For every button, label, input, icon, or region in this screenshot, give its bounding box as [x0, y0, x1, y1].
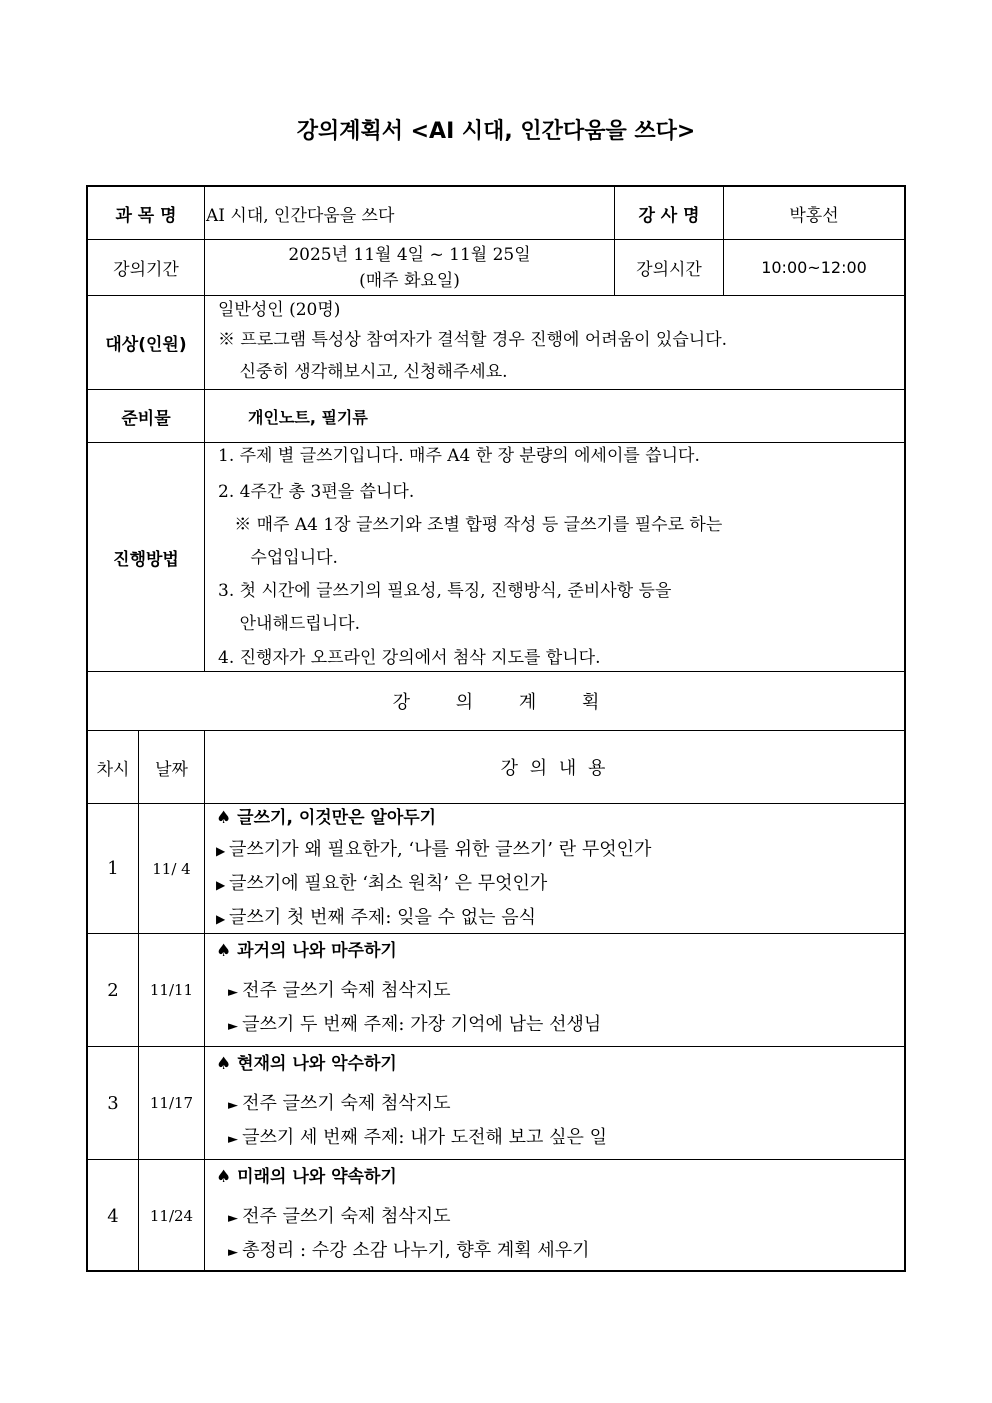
instructor-value: 박홍선 — [789, 205, 839, 226]
period-value — [205, 240, 614, 295]
method-line: 3. 첫 시간에 글쓰기의 필요성, 특징, 진행방식, 준비사항 등을 — [218, 581, 672, 601]
session-number: 3 — [107, 1092, 119, 1114]
session-content — [216, 1047, 896, 1159]
time-value: 10:00~12:00 — [761, 258, 867, 277]
target-line: 일반성인 (20명) — [218, 299, 341, 320]
session-title: 글쓰기, 이것만은 알아두기 — [237, 807, 437, 828]
session-item — [216, 833, 651, 867]
period-label: 강의기간 — [113, 260, 179, 280]
target-line: ※ 프로그램 특성상 참여자가 결석할 경우 진행에 어려움이 있습니다. — [218, 329, 728, 350]
session-title-row — [216, 805, 436, 833]
triangle-bullet-icon: ► — [228, 1211, 243, 1226]
method-line: 2. 4주간 총 3편을 씁니다. — [218, 482, 415, 502]
triangle-bullet-icon: ▶ — [216, 877, 230, 892]
session-title: 과거의 나와 마주하기 — [237, 941, 397, 961]
session-item — [216, 974, 451, 1008]
subject-label: 과 목 명 — [115, 205, 177, 226]
session-item-text: 글쓰기 첫 번째 주제: 잊을 수 없는 음식 — [229, 906, 536, 928]
lecture-plan-table — [86, 185, 906, 1272]
session-item-text: 글쓰기에 필요한 ‘최소 원칙’ 은 무엇인가 — [229, 872, 548, 894]
instructor-label: 강 사 명 — [638, 205, 700, 226]
session-item — [216, 1234, 590, 1268]
triangle-bullet-icon: ► — [228, 985, 243, 1000]
col-header-date: 날짜 — [155, 759, 188, 780]
materials-label: 준비물 — [121, 408, 171, 429]
target-line: 신중히 생각해보시고, 신청해주세요. — [218, 361, 508, 382]
col-header-session: 차시 — [96, 759, 130, 780]
session-item — [216, 1087, 451, 1121]
method-line: ※ 매주 A4 1장 글쓰기와 조별 합평 작성 등 글쓰기를 필수로 하는 — [218, 515, 723, 535]
plan-section-title: 강 의 계 획 — [392, 692, 600, 713]
session-date: 11/24 — [149, 1207, 194, 1225]
triangle-bullet-icon: ► — [228, 1245, 243, 1260]
method-line: 수업입니다. — [218, 548, 338, 568]
spade-icon: ♠ — [216, 1167, 232, 1187]
session-number: 4 — [107, 1205, 119, 1227]
session-content — [216, 804, 896, 933]
time-label: 강의시간 — [636, 260, 702, 280]
session-item — [216, 867, 547, 901]
session-item — [216, 1200, 451, 1234]
spade-icon: ♠ — [216, 807, 232, 828]
session-item-text: 전주 글쓰기 숙제 첨삭지도 — [242, 1206, 451, 1227]
session-date: 11/17 — [149, 1094, 194, 1112]
document-title: 강의계획서 <AI 시대, 인간다움을 쓰다> — [296, 119, 696, 144]
spade-icon: ♠ — [216, 1054, 232, 1074]
session-item-text: 전주 글쓰기 숙제 첨삭지도 — [242, 1093, 451, 1114]
col-header-content: 강 의 내 용 — [500, 758, 609, 779]
method-line: 4. 진행자가 오프라인 강의에서 첨삭 지도를 합니다. — [218, 648, 601, 668]
period-dates: 2025년 11월 4일 ~ 11월 25일 — [288, 244, 531, 265]
triangle-bullet-icon: ▶ — [216, 843, 230, 858]
session-title-row — [216, 1047, 397, 1087]
method-value — [218, 443, 898, 671]
session-content — [216, 934, 896, 1046]
session-title-row — [216, 934, 397, 974]
session-item — [216, 1121, 607, 1155]
session-title-row — [216, 1160, 397, 1200]
session-item-text: 전주 글쓰기 숙제 첨삭지도 — [242, 980, 451, 1001]
session-item-text: 총정리 : 수강 소감 나누기, 향후 계획 세우기 — [242, 1240, 590, 1261]
spade-icon: ♠ — [216, 941, 232, 961]
session-title: 현재의 나와 악수하기 — [237, 1054, 397, 1074]
method-label: 진행방법 — [113, 549, 179, 570]
session-content — [216, 1160, 896, 1272]
triangle-bullet-icon: ► — [228, 1132, 243, 1147]
session-item-text: 글쓰기 세 번째 주제: 내가 도전해 보고 싶은 일 — [242, 1127, 607, 1148]
method-line: 안내해드립니다. — [218, 614, 360, 634]
triangle-bullet-icon: ► — [228, 1098, 243, 1113]
triangle-bullet-icon: ► — [228, 1019, 243, 1034]
session-date: 11/11 — [149, 981, 194, 999]
session-date: 11/ 4 — [152, 859, 191, 878]
session-item-text: 글쓰기 두 번째 주제: 가장 기억에 남는 선생님 — [242, 1014, 602, 1035]
session-number: 1 — [107, 858, 119, 879]
method-line: 1. 주제 별 글쓰기입니다. 매주 A4 한 장 분량의 에세이를 씁니다. — [218, 446, 700, 466]
period-weekday: (매주 화요일) — [359, 270, 460, 291]
session-item — [216, 1008, 601, 1042]
session-item-text: 글쓰기가 왜 필요한가, ‘나를 위한 글쓰기’ 란 무엇인가 — [229, 838, 652, 860]
session-title: 미래의 나와 약속하기 — [237, 1167, 397, 1187]
triangle-bullet-icon: ▶ — [216, 911, 230, 926]
subject-value: AI 시대, 인간다움을 쓰다 — [206, 205, 395, 226]
session-number: 2 — [107, 979, 119, 1001]
materials-value: 개인노트, 필기류 — [248, 407, 368, 427]
target-value — [218, 296, 898, 389]
target-label: 대상(인원) — [105, 335, 187, 355]
session-item — [216, 901, 536, 933]
